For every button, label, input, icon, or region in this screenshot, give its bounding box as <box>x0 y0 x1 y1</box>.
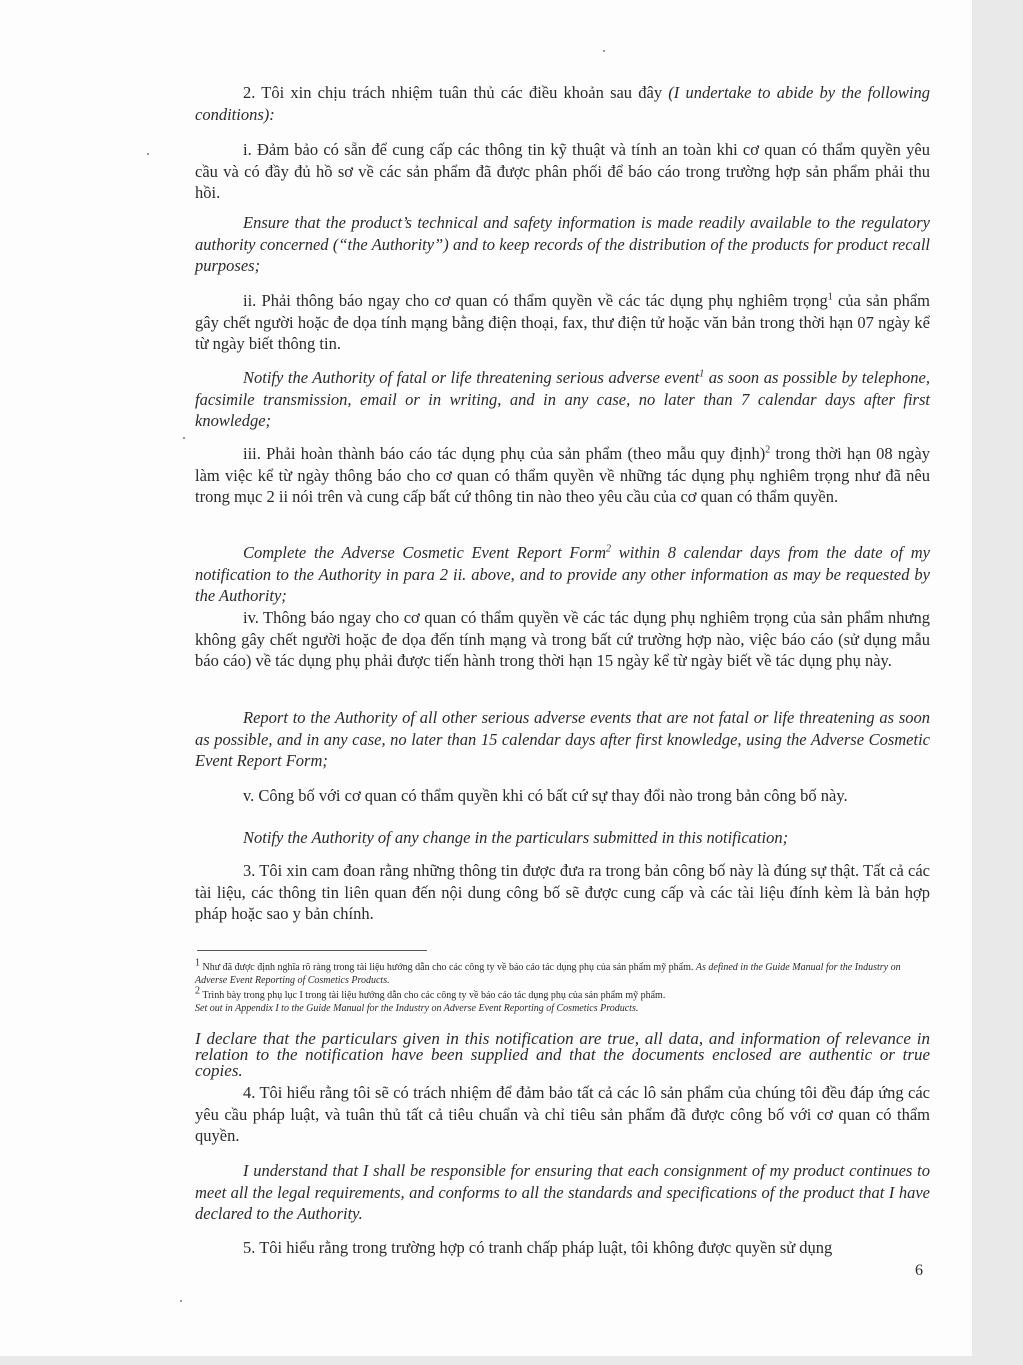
footnote-2 <box>195 985 935 1015</box>
scan-speck <box>147 153 149 155</box>
footnote-divider <box>197 950 427 951</box>
footnote-ref[interactable]: 1 <box>827 291 833 303</box>
footnote-ref[interactable]: 2 <box>765 444 771 456</box>
text: iii. Phải hoàn thành báo cáo tác dụng phụ của sản phẩm (theo mẫu quy định) <box>243 444 766 463</box>
footnote-ref[interactable]: 1 <box>699 368 705 380</box>
footnote-mark: 1 <box>195 957 200 969</box>
clause-2v-vi: v. Công bố với cơ quan có thẩm quyền khi có bất cứ sự thay đổi nào trong bản công bố này. <box>243 786 848 805</box>
clause-2 <box>195 82 930 125</box>
scan-speck <box>180 1300 182 1302</box>
footnote-ref[interactable]: 2 <box>606 543 612 555</box>
footnote-2-en: Set out in Appendix I to the Guide Manual for the Industry on Adverse Event Reporting of Cosmetics Products. <box>195 1002 639 1014</box>
clause-5-vi: 5. Tôi hiểu rằng trong trường hợp có tranh chấp pháp luật, tôi không được quyền sử dụng <box>243 1238 833 1257</box>
clause-2-en: (I undertake to abide by the following conditions): <box>195 83 931 124</box>
text: within 8 calendar days from the date of my notification to the Authority in para 2 ii. above, and to provide any other information as may be requested by the Authority; <box>195 543 930 605</box>
text: as soon as possible by telephone, facsimile transmission, email or in writing, and in any case, no later than 7 calendar days after first knowledge; <box>195 368 930 430</box>
footnote-1-vi: Như đã được định nghĩa rõ ràng trong tài liệu hướng dẫn cho các công ty về báo cáo tác dụng phụ của sản phẩm mỹ phẩm. <box>202 962 696 973</box>
clause-2v-en: Notify the Authority of any change in the particulars submitted in this notification; <box>243 828 789 847</box>
page-number: 6 <box>915 1262 923 1279</box>
clause-2i-en: Ensure that the product’s technical and safety information is made readily available to the regulatory authority concerned (“the Authority”) and to keep records of the distribution of the products for product recall purposes; <box>195 213 930 275</box>
clause-3-vi: 3. Tôi xin cam đoan rằng những thông tin được đưa ra trong bản công bố này là đúng sự thật. Tất cả các tài liệu, các thông tin liên quan đến nội dung công bố sẽ được cung cấp và các tài liệu đính kèm là bản hợp pháp hoặc sao y bản chính. <box>195 861 930 923</box>
clause-2ii-vi <box>195 290 930 355</box>
footnote-mark: 2 <box>195 985 200 997</box>
clause-4-en: I understand that I shall be responsible for ensuring that each consignment of my product continues to meet all the legal requirements, and conforms to all the standards and specifications of the product that I have declared to the Authority. <box>195 1161 930 1223</box>
text: trong thời hạn 08 ngày làm việc kể từ ngày thông báo cho cơ quan có thẩm quyền về những tác dụng phụ nghiêm trọng như đã nêu trong mục 2 ii nói trên và cung cấp bất cứ thông tin nào theo yêu cầu của cơ quan có thẩm quyền. <box>195 444 930 506</box>
scan-speck <box>603 50 605 52</box>
text: ii. Phải thông báo ngay cho cơ quan có thẩm quyền về các tác dụng phụ nghiêm trọng <box>243 291 828 310</box>
text: Notify the Authority of fatal or life threatening serious adverse event <box>243 368 700 387</box>
clause-2-vi: 2. Tôi xin chịu trách nhiệm tuân thủ các điều khoản sau đây <box>243 83 663 102</box>
footnote-1-en: As defined in the Guide Manual for the Industry on Adverse Event Reporting of Cosmetics Products. <box>195 962 901 986</box>
text: của sản phẩm gây chết người hoặc đe dọa tính mạng bằng điện thoại, fax, thư điện tử hoặc văn bản trong thời hạn 07 ngày kể từ ngày biết thông tin. <box>195 291 930 353</box>
footnote-2-vi: Trình bày trong phụ lục I trong tài liệu hướng dẫn cho các công ty về báo cáo tác dụng phụ của sản phẩm mỹ phẩm. <box>202 990 666 1001</box>
clause-4-vi: 4. Tôi hiểu rằng tôi sẽ có trách nhiệm để đảm bảo tất cả các lô sản phẩm của chúng tôi đều đáp ứng các yêu cầu pháp luật, và tuân thủ tất cả tiêu chuẩn và chỉ tiêu sản phẩm đã được công bố với cơ quan có thẩm quyền. <box>195 1083 930 1145</box>
clause-2iv-en: Report to the Authority of all other serious adverse events that are not fatal or life threatening as soon as possible, and in any case, no later than 15 calendar days after first knowledge, using the Adverse Cosmetic Event Report Form; <box>195 708 930 770</box>
clause-2iii-en <box>195 542 930 607</box>
clause-2ii-en <box>195 367 930 432</box>
text: Complete the Adverse Cosmetic Event Report Form <box>243 543 607 562</box>
clause-3-en: I declare that the particulars given in this notification are true, all data, and information of relevance in relation to the notification have been supplied and that the documents enclosed are authentic or true copies. <box>195 1029 930 1080</box>
clause-2iii-vi <box>195 443 930 508</box>
footnote-1 <box>195 957 935 987</box>
clause-2iv-vi: iv. Thông báo ngay cho cơ quan có thẩm quyền về các tác dụng phụ nghiêm trọng của sản phẩm nhưng không gây chết người hoặc đe dọa đến tính mạng và trong bất cứ trường hợp nào, việc báo cáo (sử dụng mẫu báo cáo) về tác dụng phụ phải được tiến hành trong thời hạn 15 ngày kể từ ngày biết về tác dụng phụ này. <box>195 608 930 670</box>
scan-speck <box>183 437 185 439</box>
clause-2i-vi: i. Đảm bảo có sẵn để cung cấp các thông tin kỹ thuật và tính an toàn khi cơ quan có thẩm quyền yêu cầu và có đầy đủ hồ sơ về các sản phẩm đã được phân phối để báo cáo trong trường hợp sản phẩm phải thu hồi. <box>195 140 930 202</box>
